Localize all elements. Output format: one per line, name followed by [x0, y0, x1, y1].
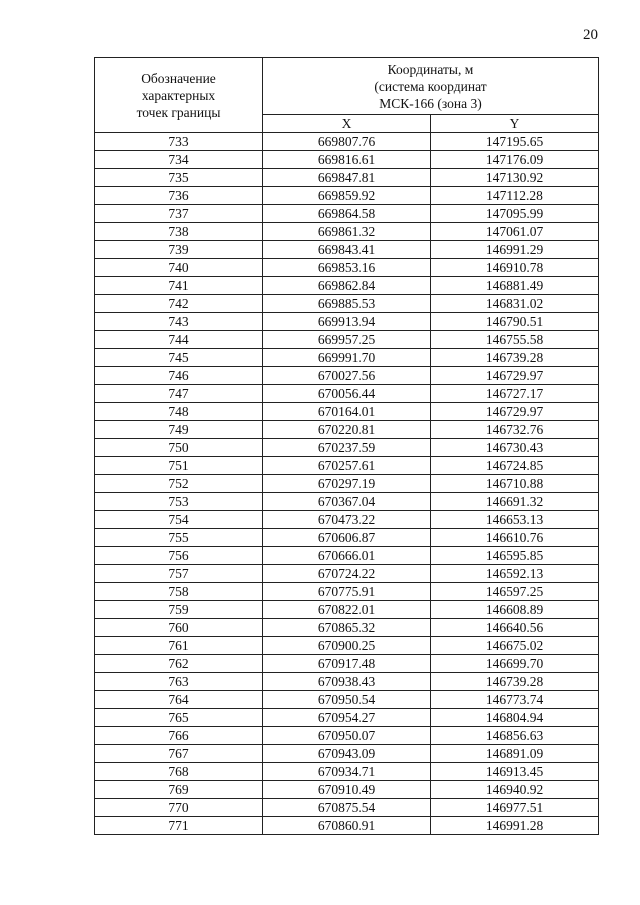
y-cell: 146729.97	[431, 403, 599, 421]
point-cell: 771	[95, 817, 263, 835]
point-cell: 761	[95, 637, 263, 655]
table-row	[95, 745, 599, 763]
x-cell: 669957.25	[263, 331, 431, 349]
table-row	[95, 367, 599, 385]
point-cell: 763	[95, 673, 263, 691]
x-cell: 670606.87	[263, 529, 431, 547]
x-cell: 670860.91	[263, 817, 431, 835]
x-cell: 669859.92	[263, 187, 431, 205]
header-coordinates	[263, 58, 599, 115]
header-point-designation	[95, 58, 263, 133]
table-row	[95, 511, 599, 529]
table-row	[95, 799, 599, 817]
point-cell: 738	[95, 223, 263, 241]
table-row	[95, 727, 599, 745]
table-row	[95, 673, 599, 691]
table-row	[95, 205, 599, 223]
table-row	[95, 781, 599, 799]
point-cell: 757	[95, 565, 263, 583]
x-cell: 669861.32	[263, 223, 431, 241]
x-cell: 670666.01	[263, 547, 431, 565]
x-cell: 669885.53	[263, 295, 431, 313]
table-row	[95, 709, 599, 727]
y-cell: 147061.07	[431, 223, 599, 241]
y-cell: 146592.13	[431, 565, 599, 583]
table-row	[95, 421, 599, 439]
x-cell: 669913.94	[263, 313, 431, 331]
table-row	[95, 601, 599, 619]
point-cell: 733	[95, 133, 263, 151]
point-cell: 744	[95, 331, 263, 349]
y-cell: 146640.56	[431, 619, 599, 637]
point-cell: 755	[95, 529, 263, 547]
point-cell: 750	[95, 439, 263, 457]
y-cell: 147112.28	[431, 187, 599, 205]
table-row	[95, 349, 599, 367]
y-cell: 146891.09	[431, 745, 599, 763]
table-row	[95, 259, 599, 277]
x-cell: 670237.59	[263, 439, 431, 457]
x-cell: 670954.27	[263, 709, 431, 727]
table-row	[95, 385, 599, 403]
point-cell: 746	[95, 367, 263, 385]
y-cell: 146755.58	[431, 331, 599, 349]
point-cell: 736	[95, 187, 263, 205]
table-row	[95, 817, 599, 835]
y-cell: 146881.49	[431, 277, 599, 295]
y-cell: 146595.85	[431, 547, 599, 565]
point-cell: 765	[95, 709, 263, 727]
x-cell: 669816.61	[263, 151, 431, 169]
table-body	[95, 133, 599, 835]
y-cell: 147130.92	[431, 169, 599, 187]
x-cell: 669807.76	[263, 133, 431, 151]
table-row	[95, 439, 599, 457]
y-cell: 146856.63	[431, 727, 599, 745]
y-cell: 146727.17	[431, 385, 599, 403]
point-cell: 749	[95, 421, 263, 439]
table-row	[95, 493, 599, 511]
y-cell: 146913.45	[431, 763, 599, 781]
table-row	[95, 277, 599, 295]
x-cell: 670775.91	[263, 583, 431, 601]
table-row	[95, 529, 599, 547]
x-cell: 670297.19	[263, 475, 431, 493]
x-cell: 669864.58	[263, 205, 431, 223]
x-cell: 670056.44	[263, 385, 431, 403]
x-cell: 670822.01	[263, 601, 431, 619]
x-cell: 669847.81	[263, 169, 431, 187]
point-cell: 741	[95, 277, 263, 295]
table-row	[95, 223, 599, 241]
point-cell: 748	[95, 403, 263, 421]
table-row	[95, 565, 599, 583]
table-row	[95, 295, 599, 313]
y-cell: 146724.85	[431, 457, 599, 475]
y-cell: 146831.02	[431, 295, 599, 313]
y-cell: 146610.76	[431, 529, 599, 547]
table-row	[95, 547, 599, 565]
table-row	[95, 313, 599, 331]
x-cell: 670917.48	[263, 655, 431, 673]
header-coordinates-label: Координаты, м (система координат МСК-166 (зона 3)	[374, 61, 487, 111]
header-row	[95, 58, 599, 115]
x-cell: 669853.16	[263, 259, 431, 277]
table-row	[95, 331, 599, 349]
point-cell: 764	[95, 691, 263, 709]
point-cell: 756	[95, 547, 263, 565]
table-row	[95, 151, 599, 169]
point-cell: 769	[95, 781, 263, 799]
y-cell: 147095.99	[431, 205, 599, 223]
point-cell: 768	[95, 763, 263, 781]
y-cell: 146675.02	[431, 637, 599, 655]
point-cell: 739	[95, 241, 263, 259]
point-cell: 734	[95, 151, 263, 169]
x-cell: 670164.01	[263, 403, 431, 421]
y-cell: 146691.32	[431, 493, 599, 511]
table-row	[95, 187, 599, 205]
header-x: X	[263, 115, 431, 133]
x-cell: 670943.09	[263, 745, 431, 763]
x-cell: 670724.22	[263, 565, 431, 583]
header-y: Y	[431, 115, 599, 133]
y-cell: 146940.92	[431, 781, 599, 799]
point-cell: 758	[95, 583, 263, 601]
point-cell: 753	[95, 493, 263, 511]
x-cell: 670220.81	[263, 421, 431, 439]
table-row	[95, 619, 599, 637]
point-cell: 735	[95, 169, 263, 187]
point-cell: 766	[95, 727, 263, 745]
point-cell: 759	[95, 601, 263, 619]
y-cell: 146790.51	[431, 313, 599, 331]
x-cell: 670875.54	[263, 799, 431, 817]
point-cell: 743	[95, 313, 263, 331]
table-row	[95, 241, 599, 259]
y-cell: 146977.51	[431, 799, 599, 817]
y-cell: 146730.43	[431, 439, 599, 457]
x-cell: 670910.49	[263, 781, 431, 799]
point-cell: 740	[95, 259, 263, 277]
point-cell: 742	[95, 295, 263, 313]
y-cell: 147195.65	[431, 133, 599, 151]
table-row	[95, 403, 599, 421]
point-cell: 762	[95, 655, 263, 673]
y-cell: 146699.70	[431, 655, 599, 673]
x-cell: 670938.43	[263, 673, 431, 691]
y-cell: 146732.76	[431, 421, 599, 439]
x-cell: 670950.54	[263, 691, 431, 709]
y-cell: 146710.88	[431, 475, 599, 493]
y-cell: 146653.13	[431, 511, 599, 529]
x-cell: 670900.25	[263, 637, 431, 655]
table-row	[95, 763, 599, 781]
y-cell: 146729.97	[431, 367, 599, 385]
table-row	[95, 583, 599, 601]
point-cell: 745	[95, 349, 263, 367]
x-cell: 670950.07	[263, 727, 431, 745]
table-row	[95, 457, 599, 475]
y-cell: 146739.28	[431, 673, 599, 691]
table-row	[95, 691, 599, 709]
point-cell: 767	[95, 745, 263, 763]
x-cell: 670027.56	[263, 367, 431, 385]
y-cell: 147176.09	[431, 151, 599, 169]
x-cell: 670865.32	[263, 619, 431, 637]
x-cell: 669862.84	[263, 277, 431, 295]
x-cell: 670257.61	[263, 457, 431, 475]
x-cell: 669843.41	[263, 241, 431, 259]
table-header	[95, 58, 599, 133]
table-row	[95, 133, 599, 151]
point-cell: 752	[95, 475, 263, 493]
table-row	[95, 475, 599, 493]
y-cell: 146804.94	[431, 709, 599, 727]
point-cell: 754	[95, 511, 263, 529]
y-cell: 146739.28	[431, 349, 599, 367]
table-row	[95, 169, 599, 187]
point-cell: 747	[95, 385, 263, 403]
coordinates-table	[94, 57, 599, 835]
point-cell: 751	[95, 457, 263, 475]
y-cell: 146910.78	[431, 259, 599, 277]
x-cell: 670367.04	[263, 493, 431, 511]
y-cell: 146773.74	[431, 691, 599, 709]
y-cell: 146597.25	[431, 583, 599, 601]
point-cell: 760	[95, 619, 263, 637]
table-row	[95, 637, 599, 655]
x-cell: 670473.22	[263, 511, 431, 529]
table-row	[95, 655, 599, 673]
page-number: 20	[583, 27, 598, 43]
y-cell: 146991.29	[431, 241, 599, 259]
header-point-label: Обозначение характерных точек границы	[136, 70, 221, 120]
x-cell: 670934.71	[263, 763, 431, 781]
point-cell: 737	[95, 205, 263, 223]
x-cell: 669991.70	[263, 349, 431, 367]
y-cell: 146608.89	[431, 601, 599, 619]
y-cell: 146991.28	[431, 817, 599, 835]
point-cell: 770	[95, 799, 263, 817]
